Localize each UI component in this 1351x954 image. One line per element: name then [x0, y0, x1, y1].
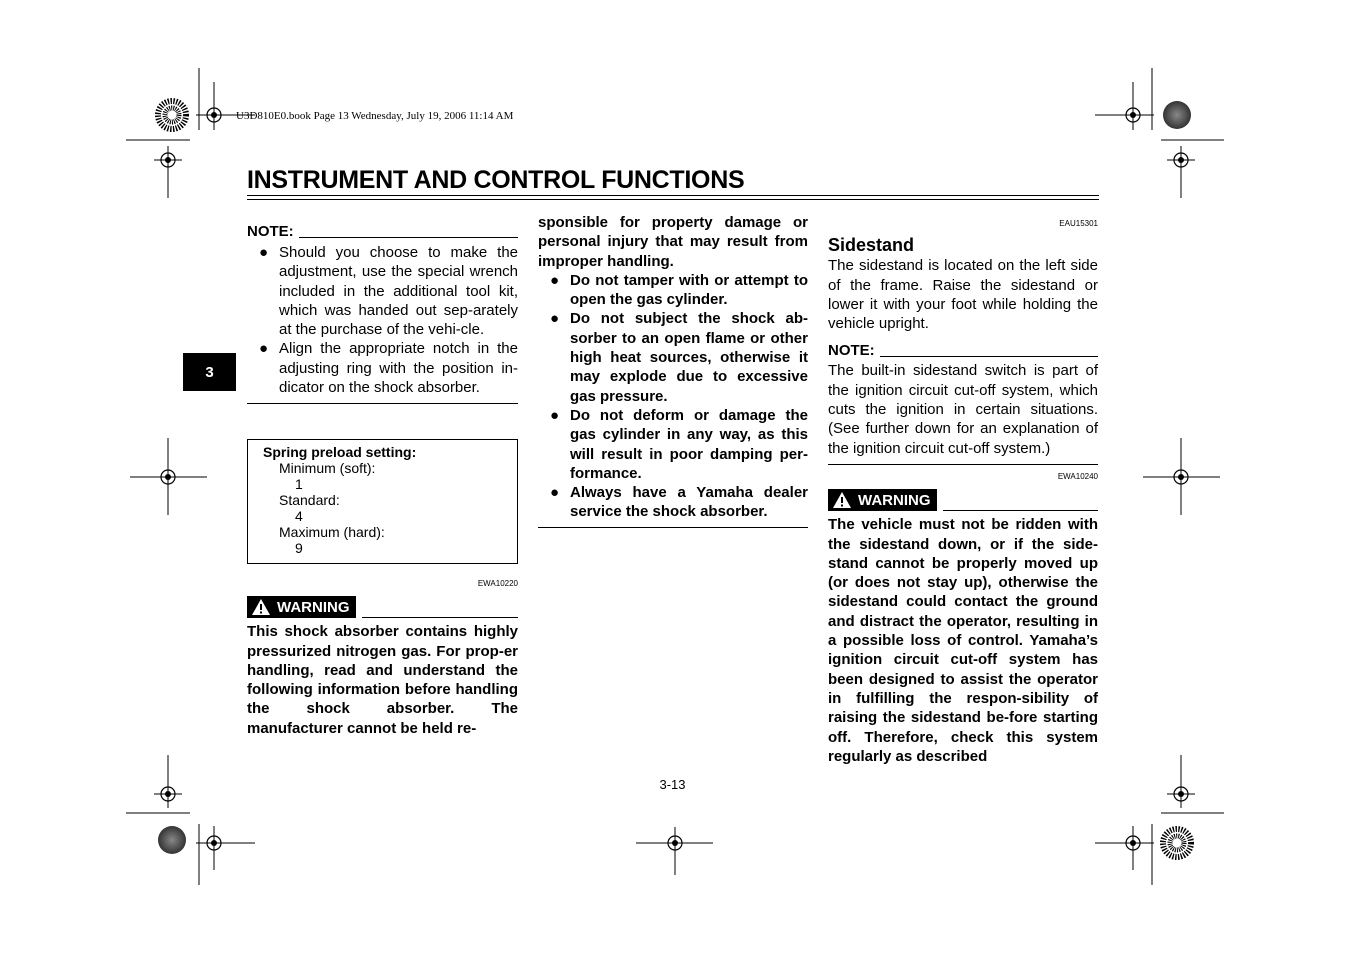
- list-item: ● Do not deform or damage the gas cylinder in any way, as this will result in poor damping per-formance.: [550, 406, 808, 482]
- note-end-rule: [828, 464, 1098, 465]
- warning-text: This shock absorber contains highly pressurized nitrogen gas. For prop-er handling, read and understand the following information before handling the shock absorber. The manufacturer cannot be held re-: [247, 623, 518, 737]
- note-label: NOTE:: [247, 222, 294, 240]
- bullet-icon: ●: [550, 406, 560, 424]
- column-3: [828, 214, 1098, 766]
- sidestand-heading: Sidestand: [828, 235, 915, 256]
- title-rule-top: [247, 195, 1099, 196]
- spec-min-value: 1: [295, 476, 303, 492]
- spec-std-label: Standard:: [279, 492, 340, 508]
- warning-code: EWA10220: [477, 579, 518, 588]
- column-2: [538, 213, 808, 528]
- note-heading: [247, 222, 518, 241]
- spec-min-label: Minimum (soft):: [279, 460, 376, 476]
- bullet-icon: ●: [550, 484, 560, 502]
- section-title: INSTRUMENT AND CONTROL FUNCTIONS: [247, 166, 745, 194]
- spring-preload-spec-box: [247, 439, 518, 564]
- warning-continued-text: sponsible for property damage or personal injury that may result from improper handling.: [538, 214, 808, 270]
- warning-bullet-list: [538, 271, 808, 522]
- warning-end-rule: [538, 527, 808, 528]
- list-item: ● Should you choose to make the adjustment, use the special wrench included in the additional tool kit, which was handed out sep-arately at the purchase of the vehi-cle.: [259, 244, 518, 339]
- note-end-rule: [247, 403, 518, 404]
- warning-triangle-icon: [251, 598, 271, 616]
- book-file-header: U3D810E0.book Page 13 Wednesday, July 19, 2006 11:14 AM: [236, 110, 514, 122]
- chapter-tab: 3: [183, 353, 236, 391]
- column-1-warning: [247, 574, 518, 738]
- list-item: ● Align the appropriate notch in the adjusting ring with the position in-dicator on the shock absorber.: [259, 340, 518, 397]
- warning-badge: WARNING: [828, 489, 937, 511]
- bullet-icon: ●: [259, 244, 269, 261]
- note-text: The built-in sidestand switch is part of the ignition circuit cut-off system, which cuts the ignition in certain situations. (See further down for an explanation of the ignition circuit cut-off system.): [828, 362, 1098, 457]
- spec-title: Spring preload setting:: [263, 444, 417, 460]
- spec-max-value: 9: [295, 540, 303, 556]
- warning-code: EWA10240: [1057, 471, 1098, 481]
- spec-std-value: 4: [295, 508, 303, 524]
- spec-max-label: Maximum (hard):: [279, 524, 385, 540]
- list-item: ● Always have a Yamaha dealer service the shock absorber.: [550, 484, 808, 521]
- list-item: ● Do not subject the shock ab-sorber to an open flame or other high heat sources, otherwise it may explode due to excessive gas pressure.: [550, 310, 808, 405]
- bullet-icon: ●: [550, 271, 560, 289]
- warning-badge: WARNING: [247, 596, 356, 618]
- sidestand-intro: The sidestand is located on the left side of the frame. Raise the sidestand or lower it with your foot while holding the vehicle upright.: [828, 257, 1098, 333]
- bullet-icon: ●: [259, 340, 269, 358]
- list-item: ● Do not tamper with or attempt to open the gas cylinder.: [550, 271, 808, 309]
- column-1: [247, 222, 518, 404]
- warning-heading: [247, 596, 518, 618]
- warning-text: The vehicle must not be ridden with the sidestand down, or if the side-stand cannot be properly moved up (or does not stay up), otherwise the sidestand could contact the ground and distract the operator, resulting in a possible loss of control. Yamaha’s ignition circuit cut-off system has been designed to assist the operator in fulfilling the respon-sibility of raising the sidestand be-fore starting off. Therefore, check this system regularly as described: [828, 516, 1098, 765]
- note-bullet-list: [247, 243, 518, 397]
- warning-triangle-icon: [832, 491, 852, 509]
- bullet-icon: ●: [550, 310, 560, 328]
- section-code: EAU15301: [1059, 219, 1098, 228]
- page-number: 3-13: [659, 777, 686, 792]
- warning-heading: [828, 489, 1098, 511]
- note-heading: [828, 341, 1098, 360]
- note-label: NOTE:: [828, 342, 875, 360]
- title-rule-bottom: [247, 199, 1099, 200]
